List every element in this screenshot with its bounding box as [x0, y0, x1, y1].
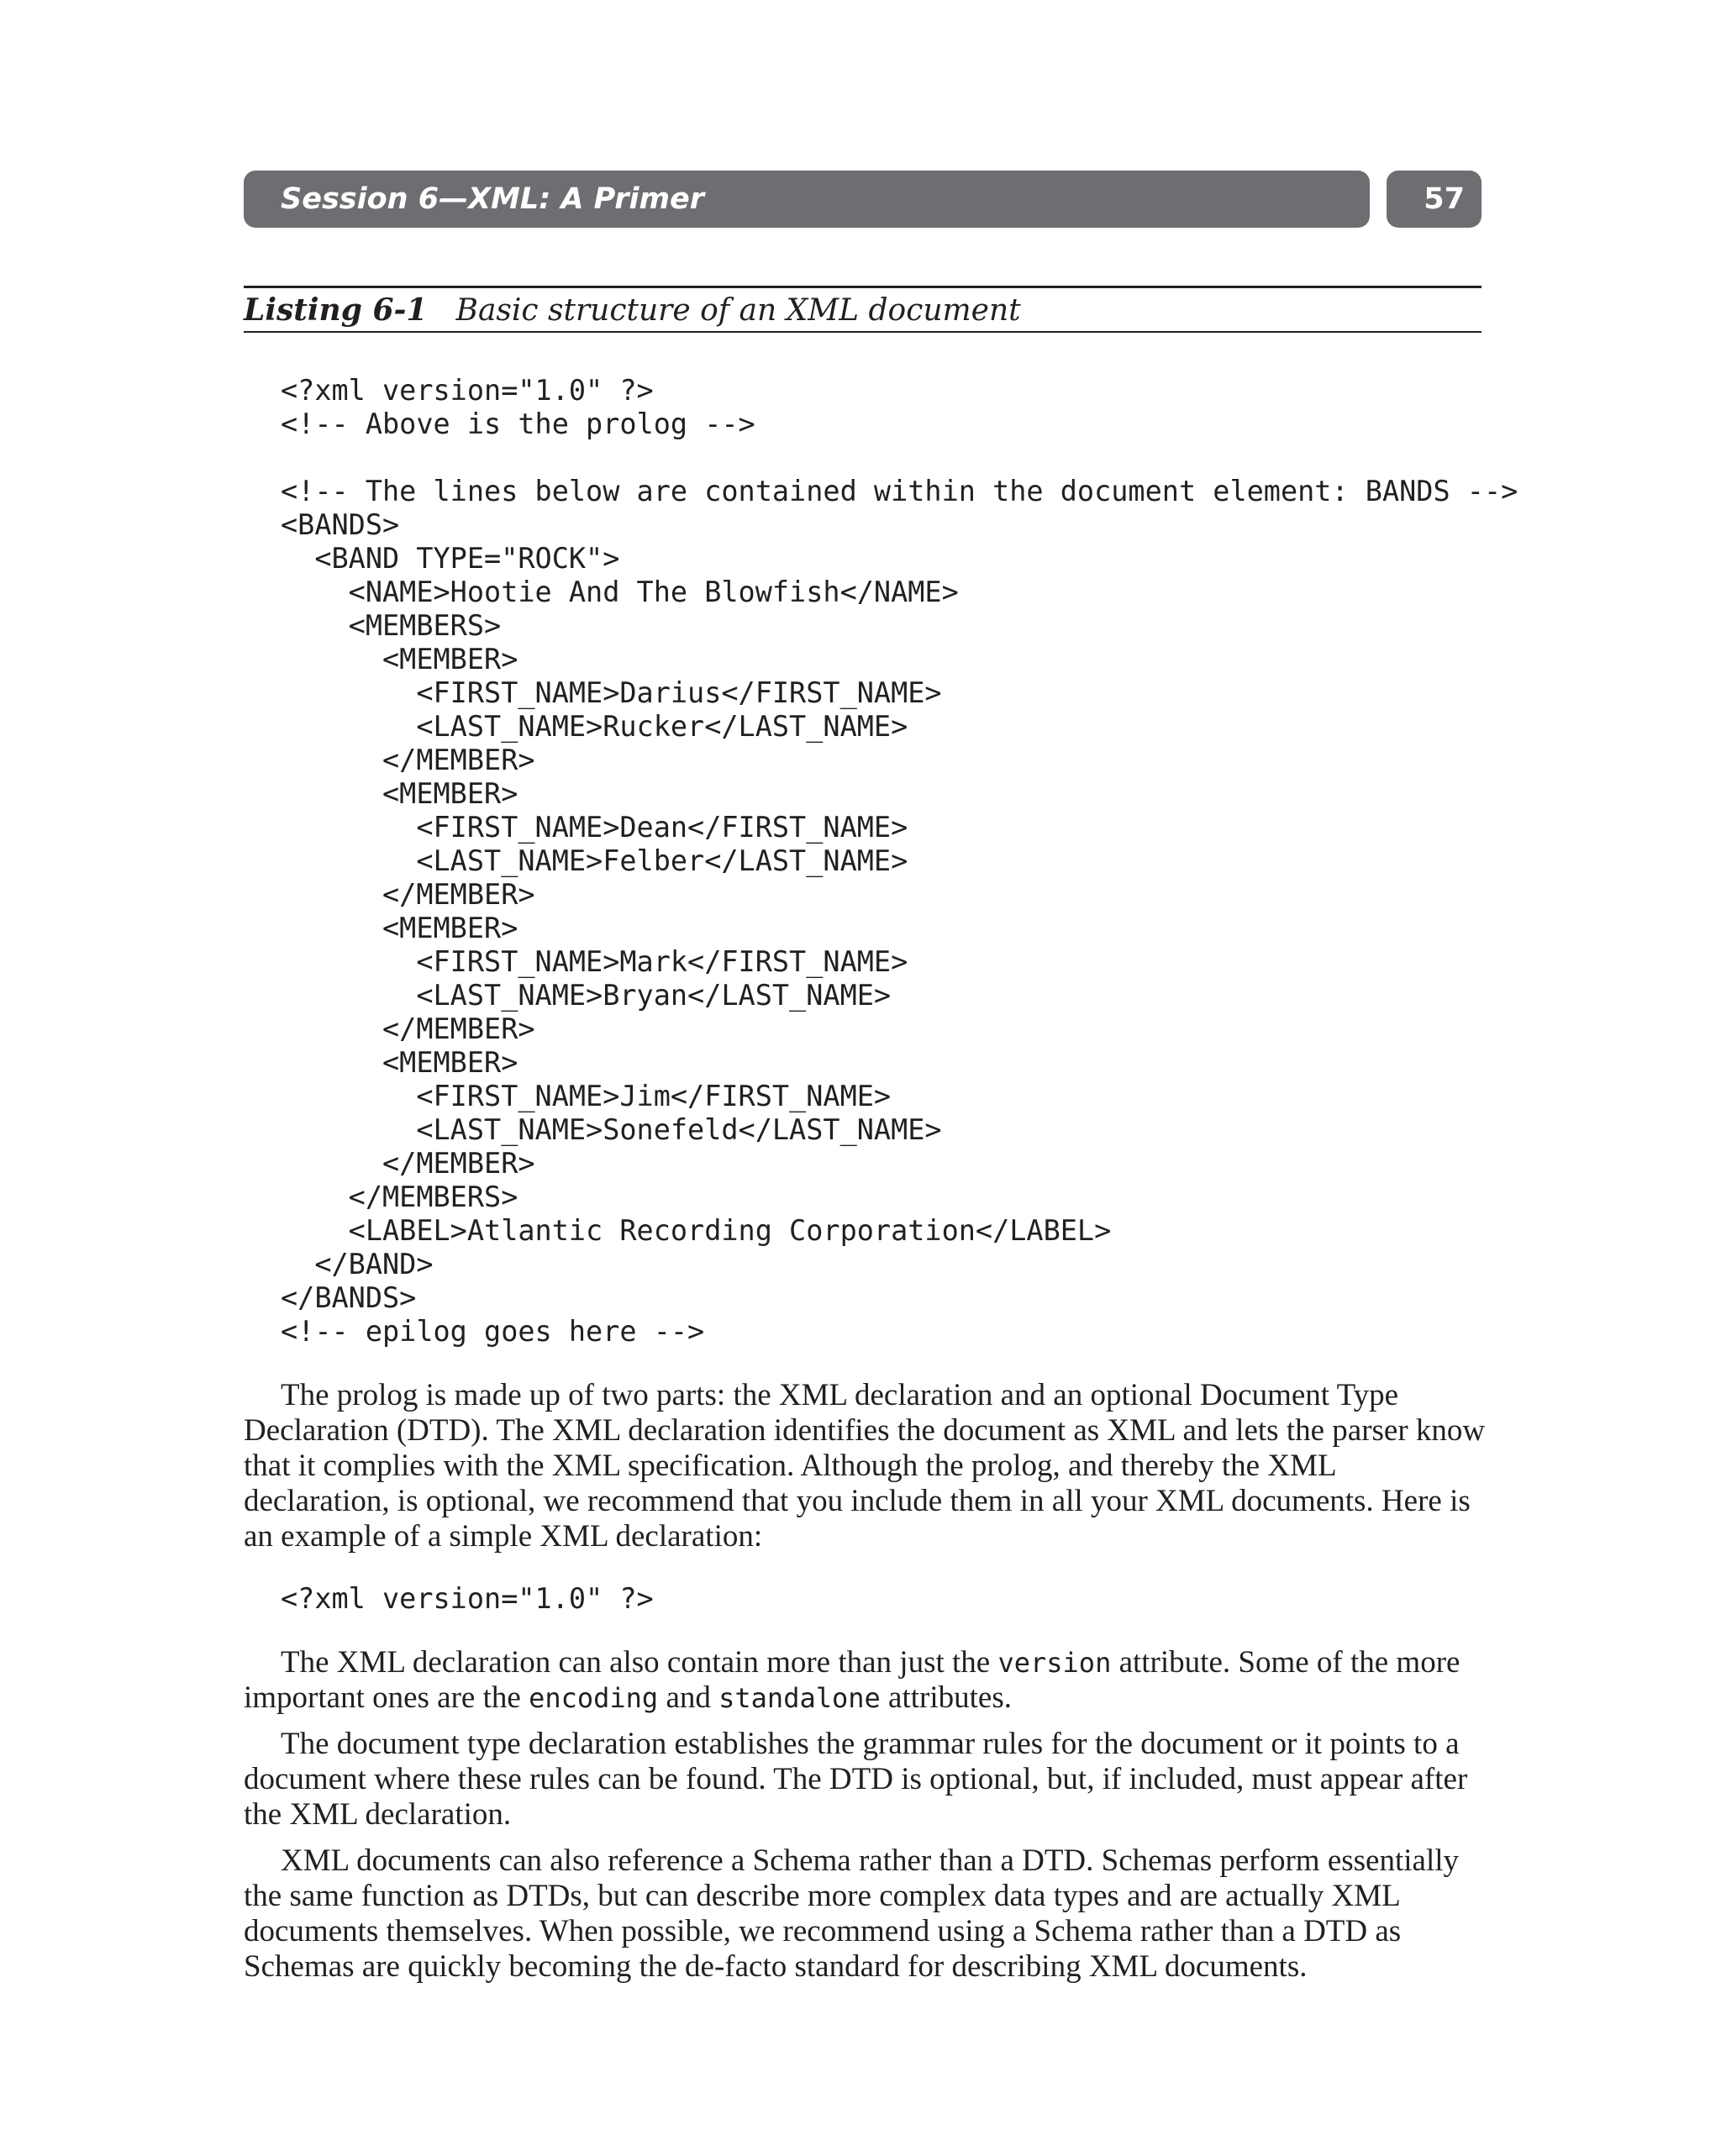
code-line: </BANDS> [281, 1281, 417, 1314]
listing-caption [244, 289, 1021, 331]
code-line: </MEMBER> [281, 744, 535, 776]
paragraph-declaration-attributes [244, 1645, 1487, 1716]
paragraph-declaration-attributes-text [244, 1645, 1487, 1716]
code-line: <FIRST_NAME>Darius</FIRST_NAME> [281, 676, 942, 709]
listing-caption-text: Basic structure of an XML document [455, 292, 1021, 328]
paragraph-dtd-text: The document type declaration establishes the grammar rules for the document or it points to a document where these rules can be found. The DTD is optional, but, if included, must appear after the XML declaration. [244, 1727, 1468, 1832]
code-line: <?xml version="1.0" ?> [281, 374, 654, 407]
code-line: <LABEL>Atlantic Recording Corporation</LABEL> [281, 1214, 1112, 1247]
code-line: <FIRST_NAME>Mark</FIRST_NAME> [281, 945, 908, 978]
running-header-title: Session 6—XML: A Primer [281, 182, 704, 216]
code-line: <MEMBER> [281, 643, 518, 676]
code-line: </MEMBER> [281, 1012, 535, 1045]
page-number-box [1387, 171, 1482, 228]
code-line: <MEMBER> [281, 912, 518, 944]
code-line: </MEMBERS> [281, 1181, 518, 1213]
text-run: attributes. [880, 1680, 1012, 1715]
code-line: <NAME>Hootie And The Blowfish</NAME> [281, 576, 959, 608]
text-run: and [658, 1680, 719, 1715]
paragraph-dtd [244, 1727, 1487, 1833]
text-run: attribute. Some of the more important ones are the [244, 1645, 1460, 1715]
paragraph-schema-text: XML documents can also reference a Schema rather than a DTD. Schemas perform essentially the same function as DTDs, but can describe more complex data types and are actually XML documents themselves. When possible, we recommend using a Schema rather than a DTD as Schemas are quickly becoming the de-facto standard for describing XML documents. [244, 1843, 1460, 1984]
code-line: <!-- Above is the prolog --> [281, 408, 755, 440]
code-line: <MEMBERS> [281, 609, 502, 642]
paragraph-prolog [244, 1378, 1487, 1554]
listing-rule-bottom [244, 331, 1482, 333]
code-line: </BAND> [281, 1248, 434, 1280]
code-line: </MEMBER> [281, 878, 535, 911]
page-number: 57 [1424, 182, 1465, 216]
code-line: <LAST_NAME>Sonefeld</LAST_NAME> [281, 1113, 942, 1146]
code-listing [281, 374, 1518, 1349]
listing-label: Listing 6-1 [244, 292, 428, 328]
code-line [281, 441, 1518, 475]
code-version: version [997, 1647, 1112, 1679]
code-line: </MEMBER> [281, 1147, 535, 1180]
listing-rule-top [244, 286, 1482, 288]
code-line: <BANDS> [281, 508, 400, 541]
code-line: <FIRST_NAME>Jim</FIRST_NAME> [281, 1080, 892, 1112]
code-line: <!-- epilog goes here --> [281, 1315, 705, 1348]
xml-declaration-example: <?xml version="1.0" ?> [281, 1582, 654, 1615]
code-line: <LAST_NAME>Rucker</LAST_NAME> [281, 710, 908, 743]
paragraph-schema [244, 1843, 1487, 1985]
code-line: <MEMBER> [281, 777, 518, 810]
code-line: <FIRST_NAME>Dean</FIRST_NAME> [281, 811, 908, 844]
code-line: <LAST_NAME>Felber</LAST_NAME> [281, 844, 908, 877]
text-run: The XML declaration can also contain more than just the [281, 1645, 998, 1680]
code-line: <LAST_NAME>Bryan</LAST_NAME> [281, 979, 892, 1012]
code-line: <!-- The lines below are contained within the document element: BANDS --> [281, 475, 1518, 507]
running-header [244, 171, 1370, 228]
code-line: <BAND TYPE="ROCK"> [281, 542, 620, 575]
code-encoding: encoding [529, 1682, 659, 1714]
code-line: <MEMBER> [281, 1046, 518, 1079]
paragraph-prolog-text: The prolog is made up of two parts: the XML declaration and an optional Document Type Declaration (DTD). The XML declaration identifies the document as XML and lets the parser know that it complies with the XML specification. Although the prolog, and thereby the XML declaration, is optional, we recommend that you include them in all your XML documents. Here is an example of a simple XML declaration: [244, 1378, 1486, 1554]
code-standalone: standalone [718, 1682, 881, 1714]
